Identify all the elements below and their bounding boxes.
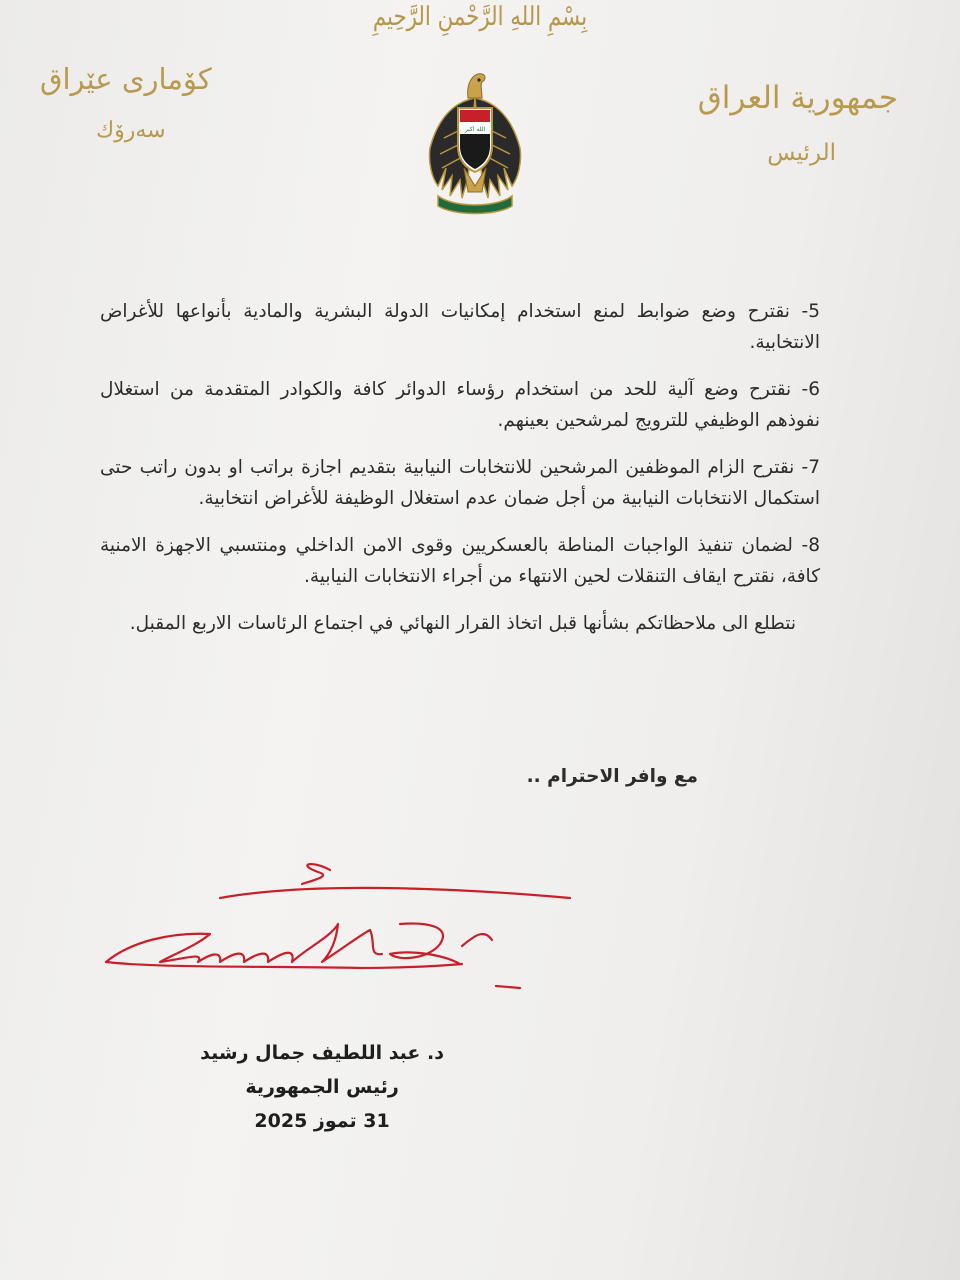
signatory-title: رئيس الجمهورية (245, 1076, 399, 1098)
closing-regards: مع وافر الاحترام .. (526, 766, 698, 787)
handwritten-signature-icon (100, 850, 580, 1000)
kurdish-president-title: سەرۆك (96, 118, 166, 143)
kurdish-republic-title: كۆماری عێراق (40, 62, 212, 96)
paragraph-7: 7- نقترح الزام الموظفين المرشحين للانتخابات النيابية بتقديم اجازة براتب او بدون راتب حتى استكمال الانتخابات النيابية من أجل ضمان عدم استغلال الوظيفة للأغراض انتخابية. (100, 457, 820, 509)
signatory-block (200, 1036, 444, 1138)
arabic-republic-title: جمهورية العراق (697, 80, 898, 116)
paragraph-6: 6- نقترح وضع آلية للحد من استخدام رؤساء الدوائر كافة والكوادر المتقدمة من استغلال نفوذهم الوظيفي للترويج لمرشحين بعينهم. (100, 379, 820, 431)
signatory-name: د. عبد اللطيف جمال رشيد (200, 1042, 444, 1064)
paragraph-5: 5- نقترح وضع ضوابط لمنع استخدام إمكانيات الدولة البشرية والمادية بأنواعها للأغراض الانتخابية. (100, 301, 820, 353)
closing-request-paragraph: نتطلع الى ملاحظاتكم بشأنها قبل اتخاذ القرار النهائي في اجتماع الرئاسات الاربع المقبل. (129, 613, 796, 634)
arabic-president-title: الرئيس (767, 140, 836, 166)
emblem-flag-text: الله اكبر (464, 126, 486, 133)
basmala-header: بِسْمِ اللهِ الرَّحْمنِ الرَّحِيمِ (372, 2, 588, 32)
paragraph-8: 8- لضمان تنفيذ الواجبات المناطة بالعسكريين وقوى الامن الداخلي ومنتسبي الاجهزة الامنية كافة، نقترح ايقاف التنقلات لحين الانتهاء من أجراء الانتخابات النيابية. (100, 535, 820, 587)
iraq-eagle-emblem-icon (424, 68, 526, 216)
letter-body (100, 296, 820, 655)
letter-date: 31 تموز 2025 (254, 1110, 390, 1132)
